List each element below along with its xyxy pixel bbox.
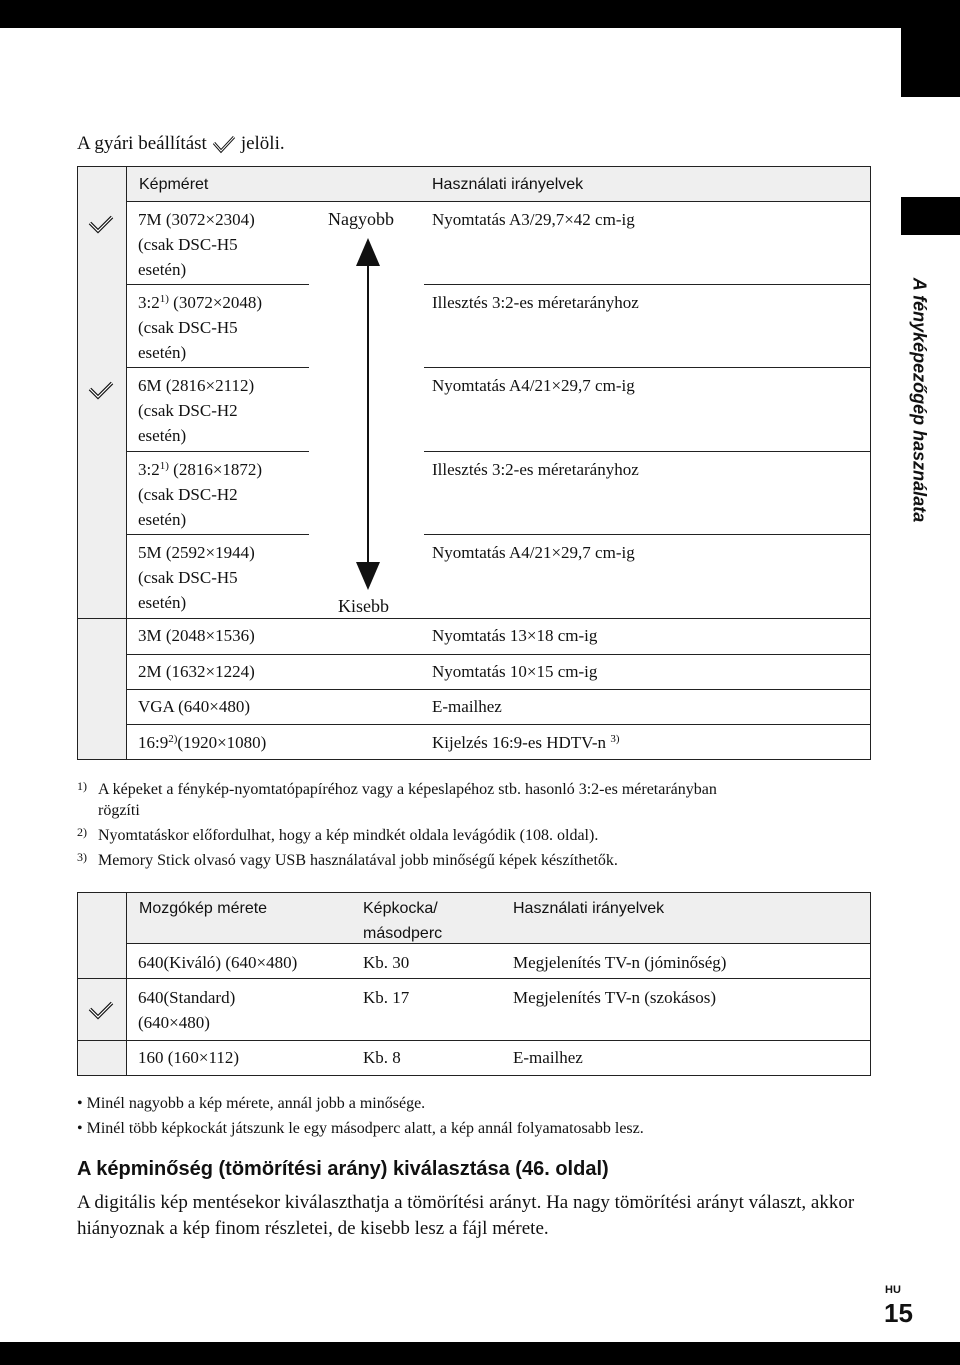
corner-block [901,0,960,97]
default-check-icon [88,380,114,400]
table-row: 2M (1632×1224) [138,662,255,681]
movie-usage: Megjelenítés TV-n (szokásos) [513,988,717,1007]
sidebar-title: A fényképezőgép használata [909,277,930,523]
page-number: 15 [884,1298,913,1328]
movie-usage: E-mailhez [513,1048,583,1067]
usage-cell: Nyomtatás A3/29,7×42 cm-ig [432,210,635,229]
movie-fps: Kb. 8 [363,1048,401,1067]
size-arrow [354,238,382,590]
header-movie-size: Mozgókép mérete [139,900,268,917]
header-usage: Használati irányelvek [432,176,584,193]
bullet-item: • Minél nagyobb a kép mérete, annál jobb a minősége. [77,1095,426,1112]
top-bar [0,0,960,28]
movie-size: 160 (160×112) [138,1048,240,1067]
sidebar-tab [901,197,960,235]
footnote-1: A képeket a fénykép-nyomtatópapíréhoz vagy a képeslapéhoz stb. hasonló 3:2-es méretarányban [98,781,717,798]
usage-cell: Kijelzés 16:9-es HDTV-n $^{3)}$ [432,733,620,752]
intro-after: jelöli. [240,133,285,154]
intro-line [77,133,285,155]
bottom-bar [0,1342,960,1365]
usage-cell: E-mailhez [432,697,502,716]
usage-cell: Illesztés 3:2-es méretarányhoz [432,293,639,312]
movie-size: 640(Standard) (640×480) [138,988,236,1032]
table-row: 6M (2816×2112) (csak DSC-H2 esetén) [138,376,255,445]
header-fps: Képkocka/ másodperc [363,900,443,942]
table-row: $16:9^{2)}(1920\times 1080)$ [138,733,267,752]
page-language: HU [885,1284,901,1296]
header-image-size: Képméret [139,176,209,193]
table-row: 3:2$^{1)}$ (3072×2048) (csak DSC-H5 esetén) [138,293,263,362]
footnote-3: Memory Stick olvasó vagy USB használatával jobb minőségű képek készíthetők. [98,852,618,869]
table-row: VGA (640×480) [138,697,251,716]
section-heading: A képminőség (tömörítési arány) kiválasztása (46. oldal) [77,1158,609,1180]
usage-cell: Nyomtatás A4/21×29,7 cm-ig [432,376,635,395]
arrow-top-label: Nagyobb [328,209,394,229]
usage-cell: Illesztés 3:2-es méretarányhoz [432,460,639,479]
checkmark-icon [212,134,236,154]
default-check-icon [88,1000,114,1020]
section-body: A digitális kép mentésekor kiválaszthatja a tömörítési arányt. Ha nagy tömörítési arányt választ, akkor hiányoznak a kép finom részletei, de kisebb lesz a fájl mérete. [77,1192,855,1239]
table-row: 5M (2592×1944) (csak DSC-H5 esetén) [138,543,255,612]
bullet-item: • Minél több képkockát játszunk le egy másodperc alatt, a kép annál folyamatosabb lesz. [77,1120,644,1137]
movie-fps: Kb. 17 [363,988,410,1007]
arrow-bottom-label: Kisebb [338,596,389,616]
table-row: 3M (2048×1536) [138,626,255,645]
footnote-2: Nyomtatáskor előfordulhat, hogy a kép mindkét oldala levágódik (108. oldal). [98,827,599,844]
movie-usage: Megjelenítés TV-n (jóminőség) [513,953,727,972]
table-row: 3:2$^{1)}$ (2816×1872) (csak DSC-H2 esetén) [138,460,263,529]
usage-cell: Nyomtatás 13×18 cm-ig [432,626,598,645]
default-check-icon [88,214,114,234]
movie-fps: Kb. 30 [363,953,410,972]
usage-cell: Nyomtatás 10×15 cm-ig [432,662,598,681]
movie-size: 640(Kiváló) (640×480) [138,953,298,972]
table-row: 7M (3072×2304) (csak DSC-H5 esetén) [138,210,255,279]
usage-cell: Nyomtatás A4/21×29,7 cm-ig [432,543,635,562]
header-usage: Használati irányelvek [513,900,665,917]
intro-before: A gyári beállítást [77,133,207,154]
